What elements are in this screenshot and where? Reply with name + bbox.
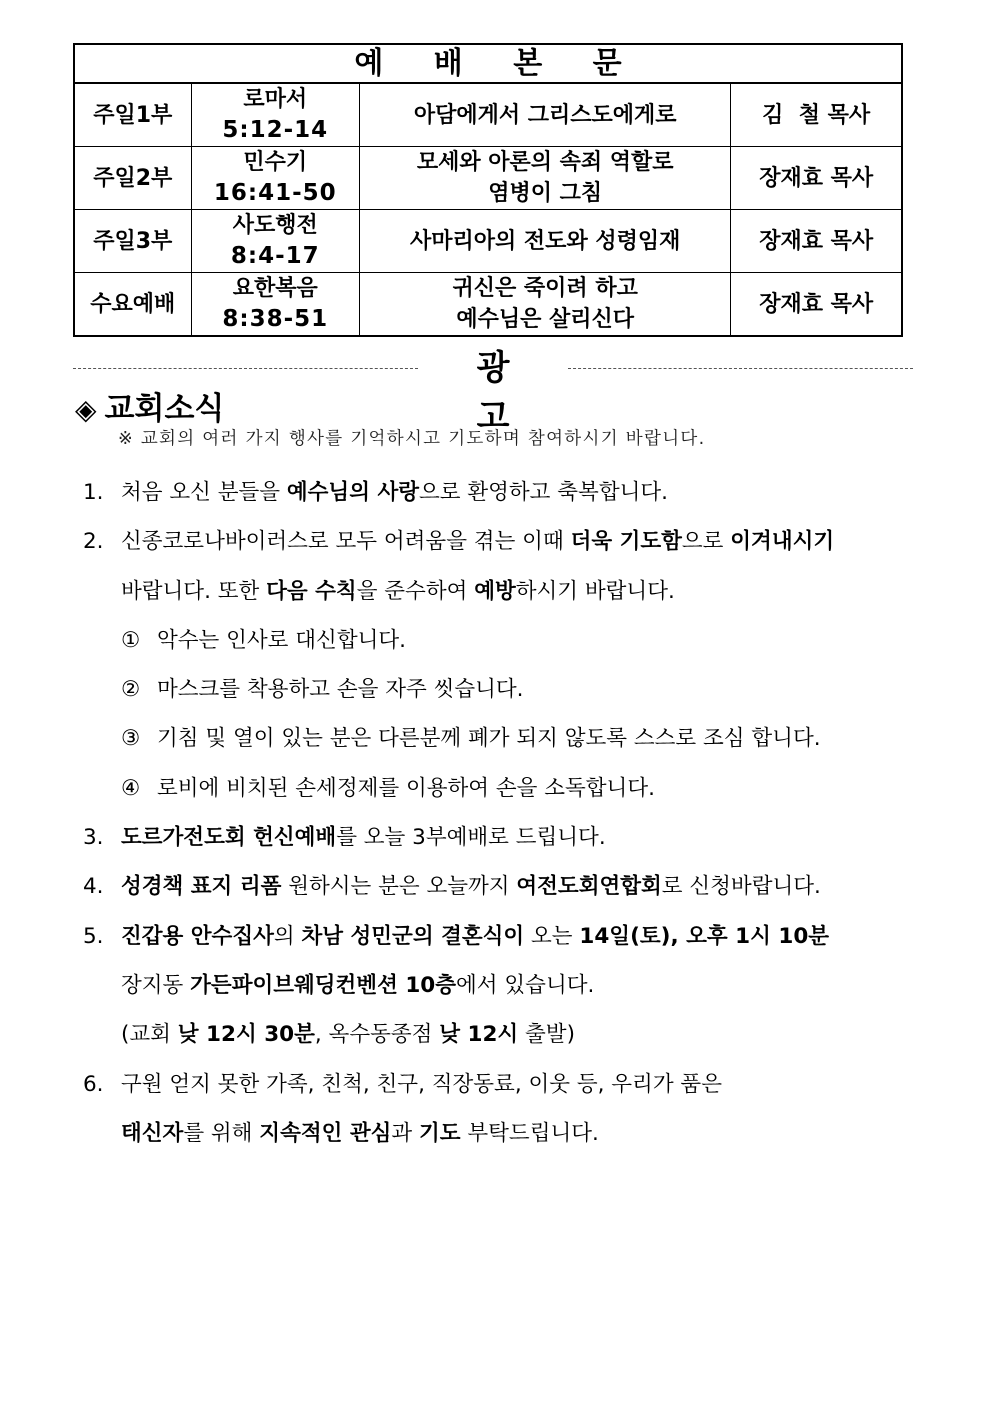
pastor: 장재효 목사 — [731, 273, 902, 337]
circled-number: ② — [121, 677, 141, 703]
list-item — [83, 475, 903, 524]
item-text: 기침 및 열이 있는 분은 다른분께 폐가 되지 않도록 스스로 조심 합니다. — [157, 726, 821, 752]
sermon-title — [360, 273, 731, 337]
list-item-continuation — [83, 574, 903, 623]
item-number: 2. — [83, 529, 104, 555]
item-text: 에서 있습니다. — [456, 972, 595, 998]
list-item — [83, 1067, 903, 1116]
item-bold: 성경책 표지 리폼 — [121, 874, 282, 900]
list-item-continuation — [83, 968, 903, 1017]
circled-number: ③ — [121, 726, 141, 752]
item-number: 6. — [83, 1071, 104, 1097]
dashed-divider — [73, 368, 418, 369]
item-text: 원하시는 분은 오늘까지 — [281, 874, 517, 900]
sermon-line: 귀신은 죽이려 하고 — [452, 276, 638, 301]
service-name: 주일3부 — [74, 210, 191, 273]
sermon-title — [360, 210, 731, 273]
announcement-list — [83, 475, 903, 1165]
sermon-line: 사마리아의 전도와 성령임재 — [410, 228, 681, 254]
circled-number: ① — [121, 627, 141, 653]
sermon-line: 아담에게서 그리스도에게로 — [413, 102, 677, 128]
item-text: 으로 환영하고 축복합니다. — [419, 480, 668, 505]
item-number: 5. — [83, 923, 104, 949]
item-bold: 차남 성민군의 결혼식이 — [301, 923, 525, 949]
scripture-book: 사도행전 — [232, 213, 318, 238]
item-text: 를 위해 — [183, 1120, 260, 1146]
sub-item — [83, 721, 903, 770]
sub-item — [83, 672, 903, 721]
diamond-icon: ◈ — [75, 393, 97, 426]
item-bold: 여전도회연합회 — [516, 874, 662, 900]
worship-scripture-table — [73, 43, 903, 337]
item-text: 처음 오신 분들을 — [121, 480, 287, 505]
item-text: 마스크를 착용하고 손을 자주 씻습니다. — [157, 677, 524, 703]
item-bold: 다음 수칙 — [266, 578, 357, 604]
item-number: 3. — [83, 825, 104, 851]
sub-item — [83, 771, 903, 820]
sermon-line: 예수님은 살리신다 — [456, 307, 635, 332]
item-text: 부탁드립니다. — [460, 1120, 599, 1146]
sermon-title — [360, 83, 731, 147]
list-item-continuation — [83, 1017, 903, 1066]
item-text: 악수는 인사로 대신합니다. — [157, 627, 406, 653]
item-text: 하시기 바랍니다. — [515, 578, 675, 604]
item-number: 1. — [83, 480, 104, 505]
scripture-ref: 5:12-14 — [222, 117, 329, 143]
item-text: 오는 — [524, 923, 580, 949]
sermon-line: 염병이 그침 — [488, 181, 603, 206]
table-row — [74, 147, 902, 210]
item-bold: 이겨내시기 — [730, 529, 835, 555]
item-text: 바랍니다. 또한 — [121, 578, 267, 604]
item-bold: 지속적인 관심 — [259, 1120, 392, 1146]
table-row — [74, 273, 902, 337]
announcements-title: 광 고 — [476, 348, 546, 437]
item-text: 을 준수하여 — [356, 578, 475, 604]
list-item — [83, 820, 903, 869]
scripture-ref: 8:4-17 — [230, 243, 320, 269]
item-text: 장지동 — [121, 972, 191, 998]
pastor: 장재효 목사 — [731, 210, 902, 273]
item-text: 로비에 비치된 손세정제를 이용하여 손을 소독합니다. — [157, 775, 655, 801]
scripture-book: 요한복음 — [232, 276, 318, 301]
scripture — [191, 273, 360, 337]
list-item — [83, 919, 903, 968]
item-bold: 가든파이브웨딩컨벤션 10층 — [190, 972, 457, 998]
scripture-book: 민수기 — [243, 150, 308, 175]
item-number: 4. — [83, 874, 104, 900]
item-bold: 태신자 — [121, 1120, 184, 1146]
item-text: , 옥수동종점 — [314, 1022, 440, 1048]
pastor: 김 철 목사 — [731, 83, 902, 147]
item-bold: 낮 12시 — [439, 1022, 519, 1048]
section-note: ※ 교회의 여러 가지 행사를 기억하시고 기도하며 참여하시기 바랍니다. — [118, 429, 706, 449]
table-row — [74, 210, 902, 273]
circled-number: ④ — [121, 775, 141, 801]
item-text: 과 — [391, 1120, 420, 1146]
list-item — [83, 869, 903, 918]
item-bold: 14일(토), 오후 1시 10분 — [579, 923, 830, 949]
table-row — [74, 83, 902, 147]
item-text: 출발) — [518, 1022, 575, 1048]
section-title — [75, 383, 224, 428]
item-bold: 낮 12시 30분 — [177, 1022, 315, 1048]
scripture — [191, 147, 360, 210]
pastor: 장재효 목사 — [731, 147, 902, 210]
item-bold: 진갑용 안수집사 — [121, 923, 274, 949]
scripture — [191, 210, 360, 273]
item-bold: 기도 — [419, 1120, 461, 1146]
sub-item — [83, 623, 903, 672]
section-title-text: 교회소식 — [104, 391, 225, 427]
item-bold: 예수님의 사랑 — [286, 480, 419, 505]
sermon-title — [360, 147, 731, 210]
item-text: 를 오늘 3부예배로 드립니다. — [336, 825, 606, 851]
item-text: 신종코로나바이러스로 모두 어려움을 겪는 이때 — [121, 529, 571, 555]
item-text: 구원 얻지 못한 가족, 친척, 친구, 직장동료, 이웃 등, 우리가 품은 — [121, 1071, 722, 1097]
item-bold: 도르가전도회 헌신예배 — [121, 825, 337, 851]
scripture-book: 로마서 — [243, 87, 308, 112]
service-name: 주일2부 — [74, 147, 191, 210]
item-text: 로 신청바랍니다. — [661, 874, 821, 900]
service-name: 주일1부 — [74, 83, 191, 147]
dashed-divider — [568, 368, 913, 369]
scripture — [191, 83, 360, 147]
item-text: 의 — [273, 923, 302, 949]
item-text: 으로 — [681, 529, 731, 555]
item-bold: 예방 — [474, 578, 516, 604]
list-item — [83, 524, 903, 573]
service-name: 수요예배 — [74, 273, 191, 337]
scripture-ref: 16:41-50 — [213, 180, 337, 206]
table-title: 예 배 본 문 — [74, 44, 902, 83]
item-text: (교회 — [121, 1022, 178, 1048]
scripture-ref: 8:38-51 — [222, 306, 329, 332]
list-item-continuation — [83, 1116, 903, 1165]
sermon-line: 모세와 아론의 속죄 역할로 — [416, 150, 674, 175]
item-bold: 더욱 기도함 — [570, 529, 682, 555]
